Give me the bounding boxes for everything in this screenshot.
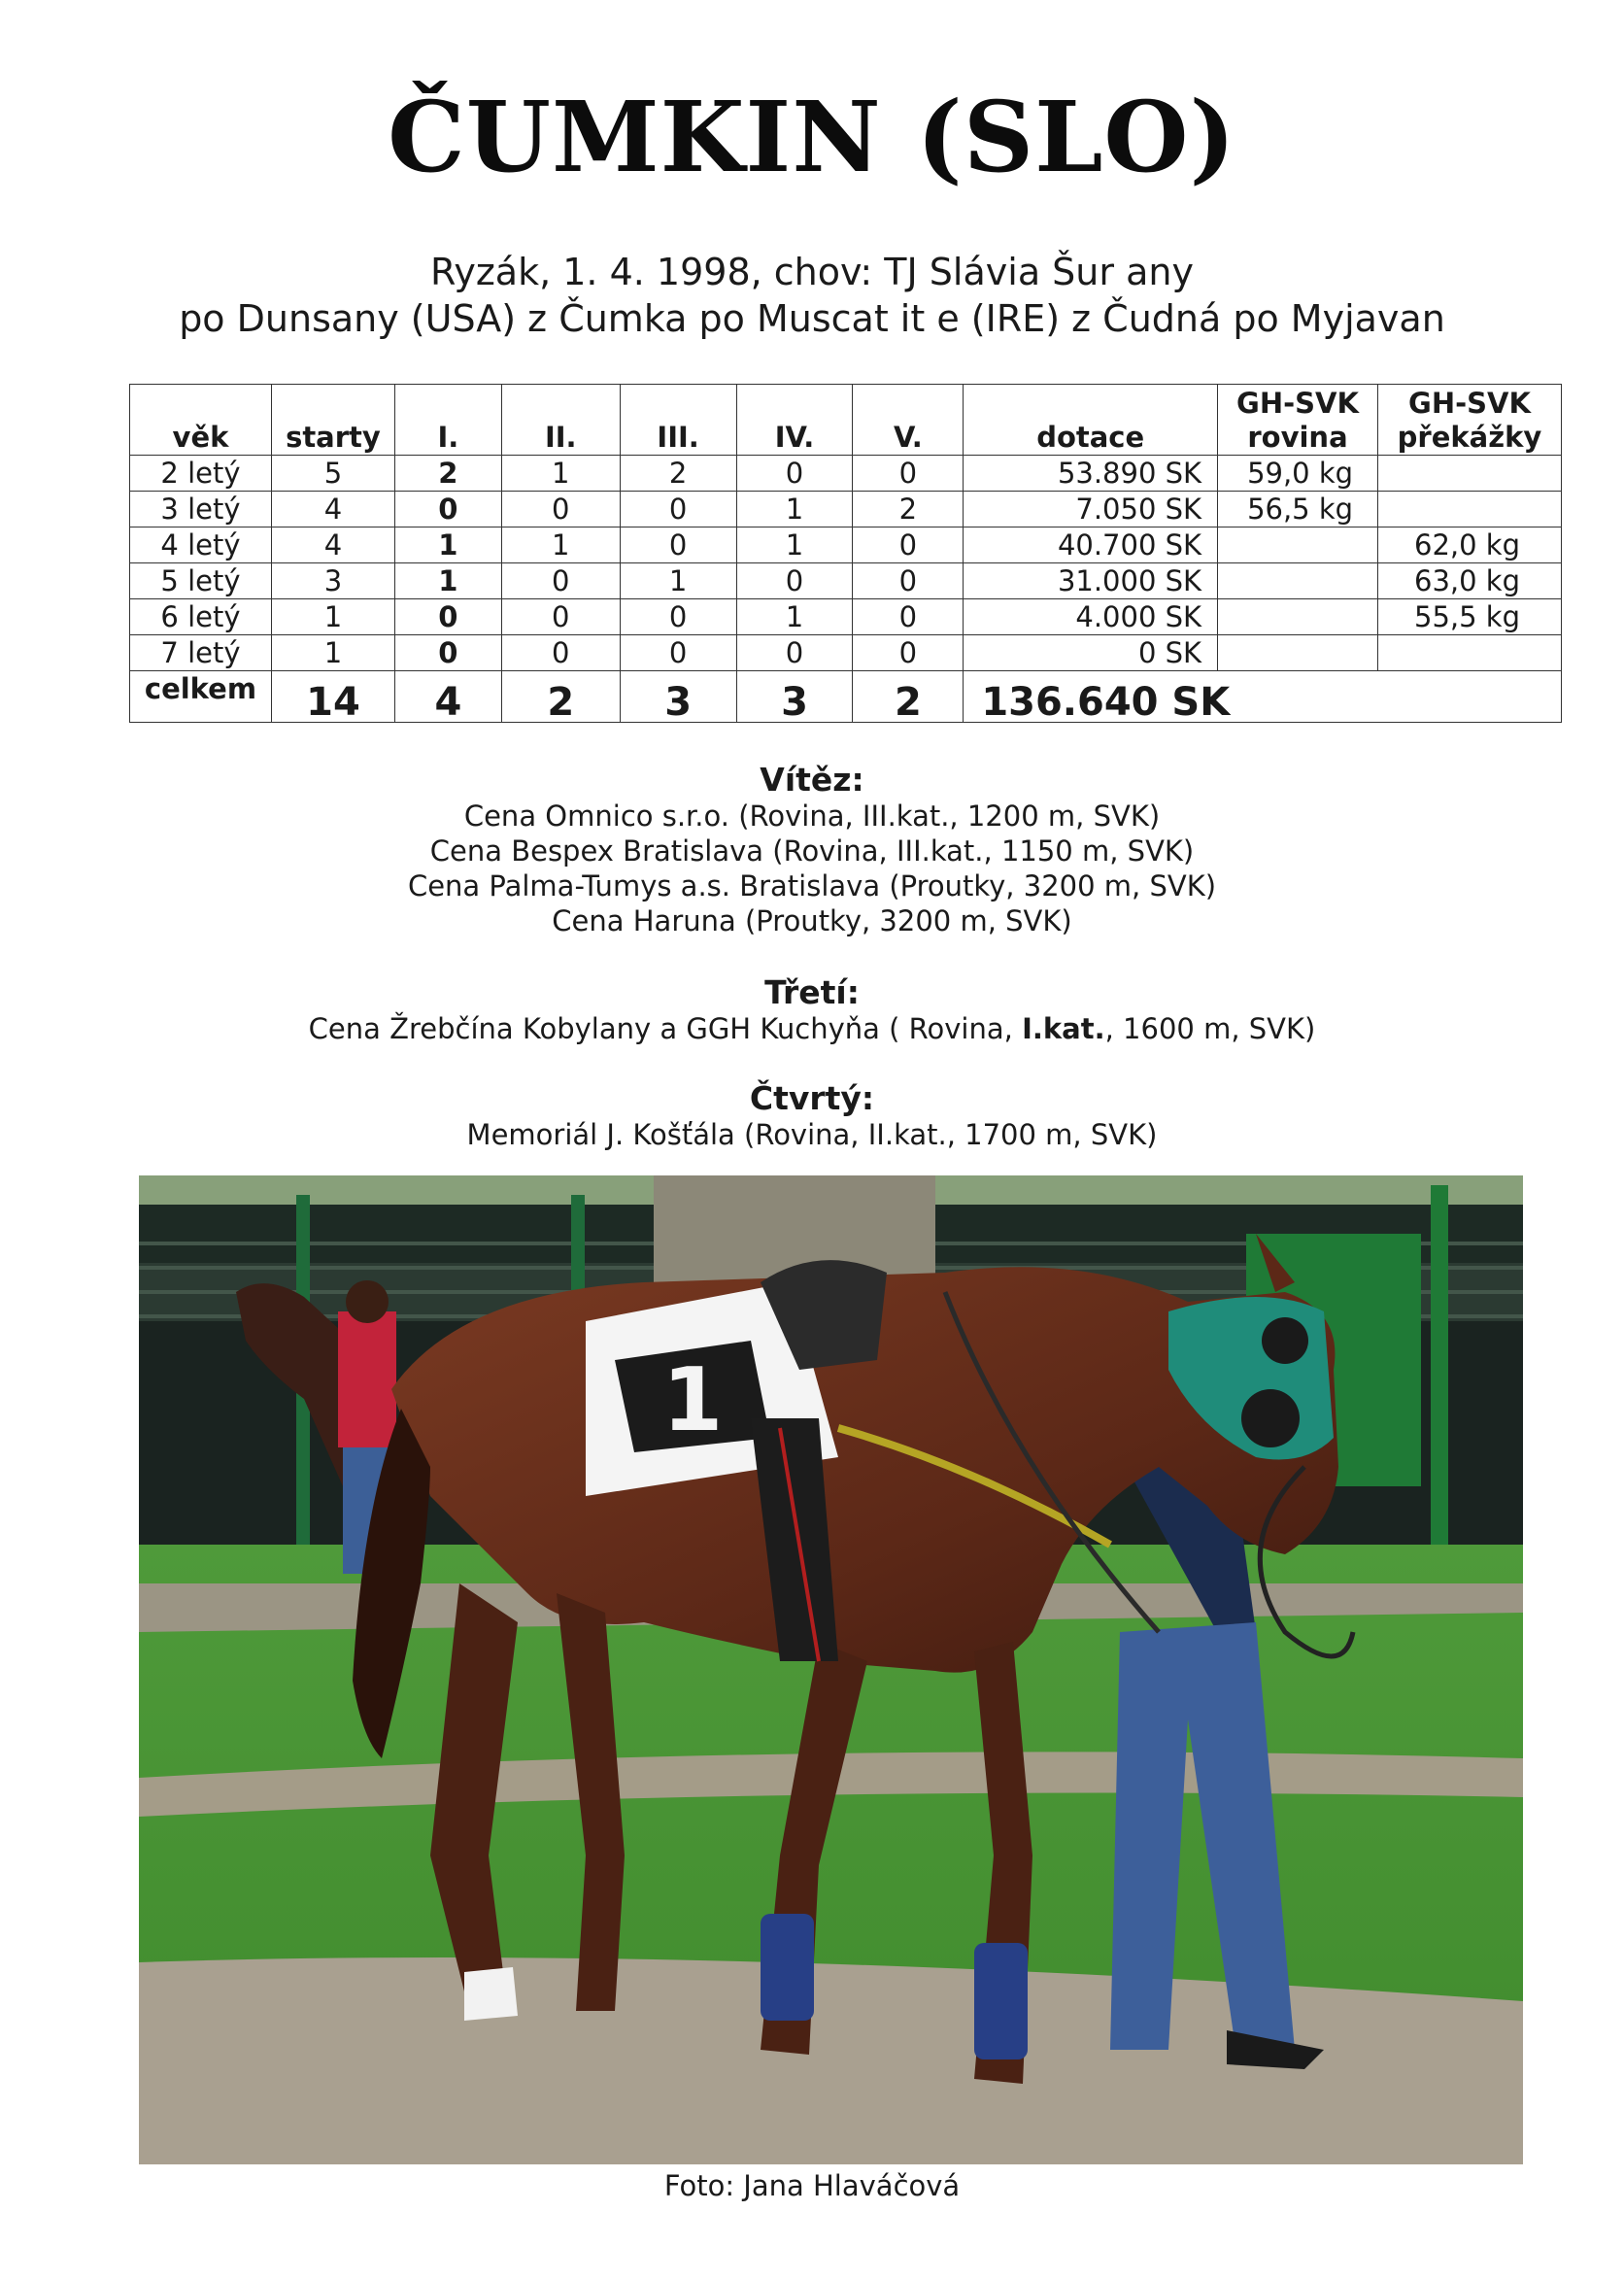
list-item: Cena Žrebčína Kobylany a GGH Kuchyňa ( Rovina, I.kat., 1600 m, SVK) <box>308 1012 1316 1045</box>
col-starts: starty <box>271 385 394 456</box>
fourth-heading: Čtvrtý: <box>749 1079 875 1117</box>
list-item: Cena Bespex Bratislava (Rovina, III.kat., 1150 m, SVK) <box>429 834 1195 868</box>
horse-photo <box>139 1175 1523 2164</box>
col-age: věk <box>130 385 272 456</box>
table-row: 6 letý 1 0 0 0 1 0 4.000 SK 55,5 kg <box>130 599 1562 635</box>
photo-caption: Foto: Jana Hlaváčová <box>663 2169 961 2202</box>
col-gh-jump: GH-SVK překážky <box>1377 385 1561 456</box>
table-header-row <box>130 385 1562 456</box>
race-record-table <box>129 384 1562 723</box>
table-total-row: celkem 14 4 2 3 3 2 136.640 SK <box>130 671 1562 723</box>
col-prize-money: dotace <box>964 385 1218 456</box>
col-gh-flat: GH-SVK rovina <box>1218 385 1378 456</box>
list-item: Cena Omnico s.r.o. (Rovina, III.kat., 1200 m, SVK) <box>463 800 1161 833</box>
pedigree-line: po Dunsany (USA) z Čumka po Muscat it e (IRE) z Čudná po Myjavan <box>179 297 1445 340</box>
col-second: II. <box>501 385 620 456</box>
table-row: 4 letý 4 1 1 0 1 0 40.700 SK 62,0 kg <box>130 527 1562 563</box>
saddle-number: 1 <box>661 1349 724 1451</box>
table-row: 5 letý 3 1 0 1 0 0 31.000 SK 63,0 kg <box>130 563 1562 599</box>
col-third: III. <box>620 385 736 456</box>
fourth-place-section <box>0 1079 1624 1152</box>
col-fourth: IV. <box>736 385 853 456</box>
table-row: 2 letý 5 2 1 2 0 0 53.890 SK 59,0 kg <box>130 456 1562 492</box>
winner-heading: Vítěz: <box>760 761 864 799</box>
third-heading: Třetí: <box>764 973 860 1011</box>
table-row: 7 letý 1 0 0 0 0 0 0 SK <box>130 635 1562 671</box>
list-item: Cena Haruna (Proutky, 3200 m, SVK) <box>552 904 1072 937</box>
third-place-section <box>0 973 1624 1046</box>
list-item: Memoriál J. Košťála (Rovina, II.kat., 1700 m, SVK) <box>466 1118 1158 1151</box>
col-first: I. <box>394 385 501 456</box>
table-row: 3 letý 4 0 0 0 1 2 7.050 SK 56,5 kg <box>130 492 1562 527</box>
page-title: ČUMKIN (SLO) <box>388 80 1236 194</box>
col-fifth: V. <box>853 385 964 456</box>
horse-info-line: Ryzák, 1. 4. 1998, chov: TJ Slávia Šur any <box>430 251 1194 293</box>
winner-section <box>0 761 1624 938</box>
list-item: Cena Palma-Tumys a.s. Bratislava (Proutky, 3200 m, SVK) <box>407 869 1217 902</box>
